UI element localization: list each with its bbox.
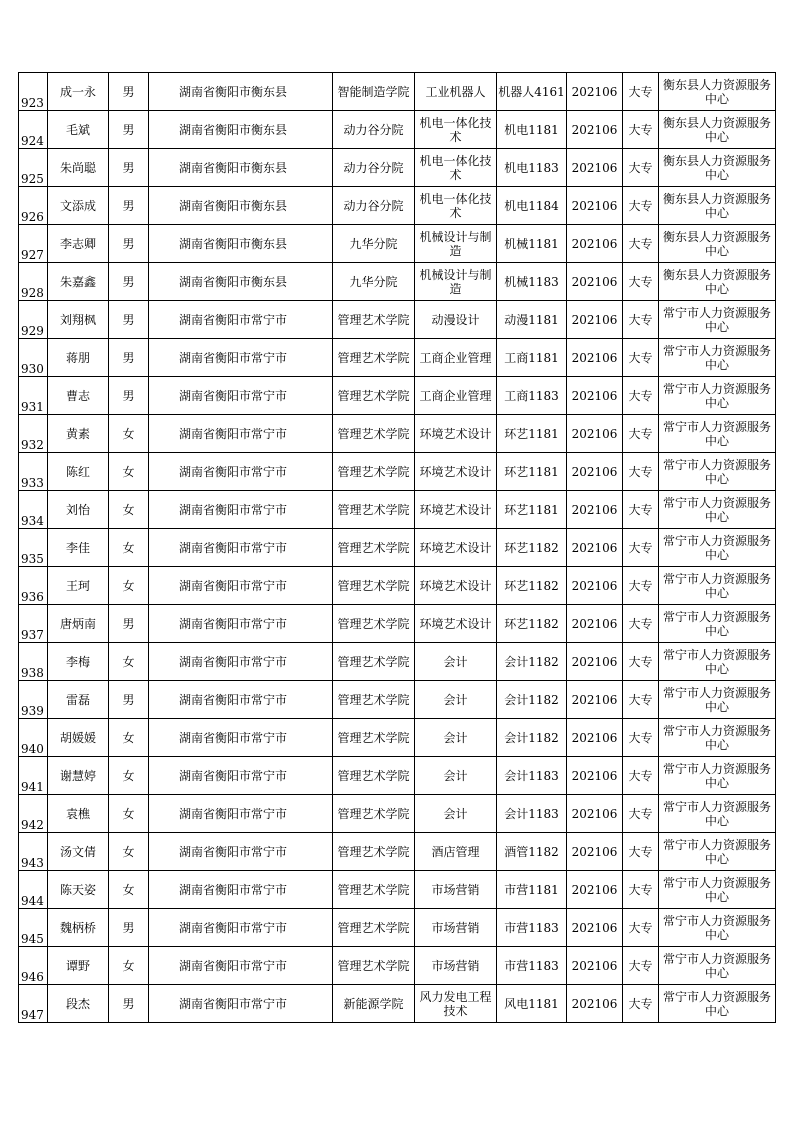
student-name-cell: 朱嘉鑫 (48, 263, 109, 301)
table-row (19, 909, 776, 947)
origin-address-cell: 湖南省衡阳市常宁市 (149, 605, 333, 643)
major-cell: 环境艺术设计 (415, 605, 497, 643)
major-cell: 环境艺术设计 (415, 491, 497, 529)
row-number-cell: 937 (19, 605, 48, 643)
student-name-cell: 唐炳南 (48, 605, 109, 643)
table-row (19, 643, 776, 681)
row-number-cell: 931 (19, 377, 48, 415)
row-number-cell: 927 (19, 225, 48, 263)
receiving-unit-cell: 常宁市人力资源服务中心 (659, 985, 776, 1023)
class-name-cell: 风电1181 (497, 985, 567, 1023)
education-level-cell: 大专 (623, 871, 659, 909)
row-number-cell: 942 (19, 795, 48, 833)
table-row (19, 225, 776, 263)
gender-cell: 男 (109, 73, 149, 111)
origin-address-cell: 湖南省衡阳市常宁市 (149, 757, 333, 795)
table-row (19, 719, 776, 757)
origin-address-cell: 湖南省衡阳市衡东县 (149, 263, 333, 301)
college-cell: 管理艺术学院 (333, 453, 415, 491)
college-cell: 管理艺术学院 (333, 301, 415, 339)
education-level-cell: 大专 (623, 795, 659, 833)
receiving-unit-cell: 常宁市人力资源服务中心 (659, 643, 776, 681)
graduation-date-cell: 202106 (567, 225, 623, 263)
origin-address-cell: 湖南省衡阳市常宁市 (149, 681, 333, 719)
education-level-cell: 大专 (623, 225, 659, 263)
education-level-cell: 大专 (623, 567, 659, 605)
origin-address-cell: 湖南省衡阳市常宁市 (149, 795, 333, 833)
college-cell: 管理艺术学院 (333, 415, 415, 453)
gender-cell: 男 (109, 605, 149, 643)
origin-address-cell: 湖南省衡阳市常宁市 (149, 453, 333, 491)
table-row (19, 605, 776, 643)
origin-address-cell: 湖南省衡阳市常宁市 (149, 491, 333, 529)
major-cell: 风力发电工程技术 (415, 985, 497, 1023)
table-row (19, 415, 776, 453)
row-number-cell: 929 (19, 301, 48, 339)
major-cell: 环境艺术设计 (415, 453, 497, 491)
major-cell: 会计 (415, 643, 497, 681)
major-cell: 机械设计与制造 (415, 225, 497, 263)
graduation-date-cell: 202106 (567, 681, 623, 719)
education-level-cell: 大专 (623, 833, 659, 871)
college-cell: 管理艺术学院 (333, 719, 415, 757)
receiving-unit-cell: 衡东县人力资源服务中心 (659, 73, 776, 111)
student-name-cell: 黄素 (48, 415, 109, 453)
education-level-cell: 大专 (623, 111, 659, 149)
class-name-cell: 会计1182 (497, 681, 567, 719)
receiving-unit-cell: 常宁市人力资源服务中心 (659, 529, 776, 567)
table-body (19, 73, 776, 1023)
student-name-cell: 成一永 (48, 73, 109, 111)
origin-address-cell: 湖南省衡阳市常宁市 (149, 567, 333, 605)
education-level-cell: 大专 (623, 263, 659, 301)
receiving-unit-cell: 衡东县人力资源服务中心 (659, 263, 776, 301)
student-name-cell: 刘翔枫 (48, 301, 109, 339)
receiving-unit-cell: 常宁市人力资源服务中心 (659, 605, 776, 643)
education-level-cell: 大专 (623, 339, 659, 377)
gender-cell: 男 (109, 301, 149, 339)
origin-address-cell: 湖南省衡阳市衡东县 (149, 149, 333, 187)
education-level-cell: 大专 (623, 415, 659, 453)
student-name-cell: 刘怡 (48, 491, 109, 529)
origin-address-cell: 湖南省衡阳市常宁市 (149, 415, 333, 453)
class-name-cell: 机电1184 (497, 187, 567, 225)
gender-cell: 男 (109, 263, 149, 301)
major-cell: 机械设计与制造 (415, 263, 497, 301)
receiving-unit-cell: 衡东县人力资源服务中心 (659, 225, 776, 263)
table-row (19, 947, 776, 985)
student-name-cell: 李志卿 (48, 225, 109, 263)
graduation-date-cell: 202106 (567, 73, 623, 111)
row-number-cell: 925 (19, 149, 48, 187)
college-cell: 管理艺术学院 (333, 757, 415, 795)
row-number-cell: 930 (19, 339, 48, 377)
graduation-date-cell: 202106 (567, 643, 623, 681)
row-number-cell: 928 (19, 263, 48, 301)
receiving-unit-cell: 衡东县人力资源服务中心 (659, 187, 776, 225)
table-row (19, 985, 776, 1023)
major-cell: 环境艺术设计 (415, 567, 497, 605)
gender-cell: 女 (109, 871, 149, 909)
major-cell: 市场营销 (415, 947, 497, 985)
major-cell: 会计 (415, 681, 497, 719)
receiving-unit-cell: 常宁市人力资源服务中心 (659, 681, 776, 719)
row-number-cell: 923 (19, 73, 48, 111)
class-name-cell: 环艺1182 (497, 529, 567, 567)
class-name-cell: 会计1183 (497, 795, 567, 833)
gender-cell: 女 (109, 757, 149, 795)
row-number-cell: 946 (19, 947, 48, 985)
class-name-cell: 市营1181 (497, 871, 567, 909)
student-name-cell: 雷磊 (48, 681, 109, 719)
student-name-cell: 魏柄桥 (48, 909, 109, 947)
receiving-unit-cell: 常宁市人力资源服务中心 (659, 415, 776, 453)
major-cell: 环境艺术设计 (415, 415, 497, 453)
table-row (19, 529, 776, 567)
table-row (19, 567, 776, 605)
class-name-cell: 机电1183 (497, 149, 567, 187)
class-name-cell: 环艺1181 (497, 491, 567, 529)
education-level-cell: 大专 (623, 947, 659, 985)
graduation-date-cell: 202106 (567, 795, 623, 833)
row-number-cell: 934 (19, 491, 48, 529)
class-name-cell: 机械1183 (497, 263, 567, 301)
college-cell: 九华分院 (333, 263, 415, 301)
major-cell: 环境艺术设计 (415, 529, 497, 567)
major-cell: 机电一体化技术 (415, 111, 497, 149)
table-row (19, 833, 776, 871)
college-cell: 动力谷分院 (333, 187, 415, 225)
receiving-unit-cell: 常宁市人力资源服务中心 (659, 453, 776, 491)
class-name-cell: 机械1181 (497, 225, 567, 263)
table-row (19, 73, 776, 111)
college-cell: 智能制造学院 (333, 73, 415, 111)
row-number-cell: 945 (19, 909, 48, 947)
row-number-cell: 939 (19, 681, 48, 719)
graduation-date-cell: 202106 (567, 871, 623, 909)
origin-address-cell: 湖南省衡阳市常宁市 (149, 909, 333, 947)
gender-cell: 男 (109, 187, 149, 225)
student-name-cell: 谭野 (48, 947, 109, 985)
major-cell: 会计 (415, 719, 497, 757)
student-name-cell: 陈红 (48, 453, 109, 491)
receiving-unit-cell: 常宁市人力资源服务中心 (659, 339, 776, 377)
origin-address-cell: 湖南省衡阳市常宁市 (149, 833, 333, 871)
receiving-unit-cell: 常宁市人力资源服务中心 (659, 871, 776, 909)
major-cell: 会计 (415, 795, 497, 833)
major-cell: 机电一体化技术 (415, 187, 497, 225)
class-name-cell: 环艺1182 (497, 567, 567, 605)
major-cell: 市场营销 (415, 871, 497, 909)
education-level-cell: 大专 (623, 453, 659, 491)
class-name-cell: 市营1183 (497, 909, 567, 947)
college-cell: 九华分院 (333, 225, 415, 263)
origin-address-cell: 湖南省衡阳市常宁市 (149, 339, 333, 377)
college-cell: 管理艺术学院 (333, 491, 415, 529)
graduation-date-cell: 202106 (567, 339, 623, 377)
graduation-date-cell: 202106 (567, 111, 623, 149)
college-cell: 管理艺术学院 (333, 947, 415, 985)
gender-cell: 女 (109, 643, 149, 681)
class-name-cell: 动漫1181 (497, 301, 567, 339)
gender-cell: 女 (109, 491, 149, 529)
major-cell: 工业机器人 (415, 73, 497, 111)
class-name-cell: 环艺1181 (497, 415, 567, 453)
class-name-cell: 酒管1182 (497, 833, 567, 871)
student-name-cell: 李佳 (48, 529, 109, 567)
origin-address-cell: 湖南省衡阳市常宁市 (149, 985, 333, 1023)
graduation-date-cell: 202106 (567, 415, 623, 453)
gender-cell: 男 (109, 149, 149, 187)
origin-address-cell: 湖南省衡阳市常宁市 (149, 947, 333, 985)
row-number-cell: 936 (19, 567, 48, 605)
class-name-cell: 环艺1182 (497, 605, 567, 643)
college-cell: 管理艺术学院 (333, 567, 415, 605)
gender-cell: 女 (109, 529, 149, 567)
row-number-cell: 943 (19, 833, 48, 871)
class-name-cell: 会计1182 (497, 719, 567, 757)
graduation-date-cell: 202106 (567, 301, 623, 339)
education-level-cell: 大专 (623, 491, 659, 529)
student-name-cell: 袁樵 (48, 795, 109, 833)
student-name-cell: 李梅 (48, 643, 109, 681)
origin-address-cell: 湖南省衡阳市衡东县 (149, 225, 333, 263)
gender-cell: 女 (109, 453, 149, 491)
student-name-cell: 王珂 (48, 567, 109, 605)
table-row (19, 681, 776, 719)
receiving-unit-cell: 常宁市人力资源服务中心 (659, 833, 776, 871)
graduation-date-cell: 202106 (567, 909, 623, 947)
row-number-cell: 926 (19, 187, 48, 225)
origin-address-cell: 湖南省衡阳市常宁市 (149, 529, 333, 567)
major-cell: 工商企业管理 (415, 377, 497, 415)
student-name-cell: 胡媛媛 (48, 719, 109, 757)
table-row (19, 149, 776, 187)
graduation-date-cell: 202106 (567, 985, 623, 1023)
student-name-cell: 陈天姿 (48, 871, 109, 909)
receiving-unit-cell: 常宁市人力资源服务中心 (659, 757, 776, 795)
gender-cell: 男 (109, 339, 149, 377)
college-cell: 管理艺术学院 (333, 643, 415, 681)
graduation-date-cell: 202106 (567, 263, 623, 301)
table-row (19, 871, 776, 909)
college-cell: 动力谷分院 (333, 149, 415, 187)
education-level-cell: 大专 (623, 529, 659, 567)
graduation-date-cell: 202106 (567, 757, 623, 795)
gender-cell: 女 (109, 567, 149, 605)
row-number-cell: 940 (19, 719, 48, 757)
receiving-unit-cell: 常宁市人力资源服务中心 (659, 377, 776, 415)
graduation-date-cell: 202106 (567, 947, 623, 985)
college-cell: 动力谷分院 (333, 111, 415, 149)
student-name-cell: 毛斌 (48, 111, 109, 149)
student-name-cell: 蒋朋 (48, 339, 109, 377)
college-cell: 管理艺术学院 (333, 377, 415, 415)
student-name-cell: 曹志 (48, 377, 109, 415)
student-name-cell: 谢慧婷 (48, 757, 109, 795)
college-cell: 管理艺术学院 (333, 605, 415, 643)
college-cell: 管理艺术学院 (333, 909, 415, 947)
major-cell: 机电一体化技术 (415, 149, 497, 187)
receiving-unit-cell: 常宁市人力资源服务中心 (659, 567, 776, 605)
class-name-cell: 环艺1181 (497, 453, 567, 491)
education-level-cell: 大专 (623, 605, 659, 643)
student-name-cell: 文添成 (48, 187, 109, 225)
gender-cell: 男 (109, 377, 149, 415)
graduation-date-cell: 202106 (567, 377, 623, 415)
college-cell: 新能源学院 (333, 985, 415, 1023)
gender-cell: 女 (109, 719, 149, 757)
education-level-cell: 大专 (623, 73, 659, 111)
row-number-cell: 932 (19, 415, 48, 453)
graduation-date-cell: 202106 (567, 149, 623, 187)
receiving-unit-cell: 常宁市人力资源服务中心 (659, 719, 776, 757)
student-name-cell: 段杰 (48, 985, 109, 1023)
table-row (19, 453, 776, 491)
graduation-date-cell: 202106 (567, 833, 623, 871)
receiving-unit-cell: 常宁市人力资源服务中心 (659, 301, 776, 339)
graduation-date-cell: 202106 (567, 605, 623, 643)
receiving-unit-cell: 常宁市人力资源服务中心 (659, 491, 776, 529)
gender-cell: 男 (109, 681, 149, 719)
table-row (19, 187, 776, 225)
graduation-date-cell: 202106 (567, 529, 623, 567)
major-cell: 市场营销 (415, 909, 497, 947)
graduation-date-cell: 202106 (567, 187, 623, 225)
class-name-cell: 会计1183 (497, 757, 567, 795)
education-level-cell: 大专 (623, 149, 659, 187)
graduate-roster-table (18, 72, 776, 1023)
education-level-cell: 大专 (623, 187, 659, 225)
graduation-date-cell: 202106 (567, 719, 623, 757)
major-cell: 动漫设计 (415, 301, 497, 339)
class-name-cell: 机器人4161 (497, 73, 567, 111)
row-number-cell: 944 (19, 871, 48, 909)
college-cell: 管理艺术学院 (333, 681, 415, 719)
row-number-cell: 947 (19, 985, 48, 1023)
college-cell: 管理艺术学院 (333, 339, 415, 377)
class-name-cell: 市营1183 (497, 947, 567, 985)
table-row (19, 301, 776, 339)
origin-address-cell: 湖南省衡阳市常宁市 (149, 301, 333, 339)
gender-cell: 男 (109, 111, 149, 149)
receiving-unit-cell: 常宁市人力资源服务中心 (659, 909, 776, 947)
gender-cell: 女 (109, 947, 149, 985)
row-number-cell: 941 (19, 757, 48, 795)
education-level-cell: 大专 (623, 643, 659, 681)
gender-cell: 女 (109, 795, 149, 833)
table-row (19, 757, 776, 795)
origin-address-cell: 湖南省衡阳市常宁市 (149, 871, 333, 909)
education-level-cell: 大专 (623, 377, 659, 415)
row-number-cell: 933 (19, 453, 48, 491)
college-cell: 管理艺术学院 (333, 795, 415, 833)
origin-address-cell: 湖南省衡阳市常宁市 (149, 377, 333, 415)
education-level-cell: 大专 (623, 301, 659, 339)
gender-cell: 女 (109, 833, 149, 871)
table-row (19, 491, 776, 529)
receiving-unit-cell: 衡东县人力资源服务中心 (659, 111, 776, 149)
education-level-cell: 大专 (623, 909, 659, 947)
gender-cell: 男 (109, 225, 149, 263)
table-row (19, 111, 776, 149)
college-cell: 管理艺术学院 (333, 833, 415, 871)
education-level-cell: 大专 (623, 757, 659, 795)
major-cell: 酒店管理 (415, 833, 497, 871)
origin-address-cell: 湖南省衡阳市常宁市 (149, 719, 333, 757)
table-row (19, 339, 776, 377)
graduation-date-cell: 202106 (567, 453, 623, 491)
row-number-cell: 924 (19, 111, 48, 149)
class-name-cell: 会计1182 (497, 643, 567, 681)
major-cell: 工商企业管理 (415, 339, 497, 377)
class-name-cell: 工商1183 (497, 377, 567, 415)
row-number-cell: 938 (19, 643, 48, 681)
gender-cell: 男 (109, 985, 149, 1023)
origin-address-cell: 湖南省衡阳市衡东县 (149, 73, 333, 111)
college-cell: 管理艺术学院 (333, 871, 415, 909)
gender-cell: 男 (109, 909, 149, 947)
education-level-cell: 大专 (623, 681, 659, 719)
college-cell: 管理艺术学院 (333, 529, 415, 567)
education-level-cell: 大专 (623, 985, 659, 1023)
receiving-unit-cell: 常宁市人力资源服务中心 (659, 947, 776, 985)
student-name-cell: 汤文倩 (48, 833, 109, 871)
gender-cell: 女 (109, 415, 149, 453)
major-cell: 会计 (415, 757, 497, 795)
education-level-cell: 大专 (623, 719, 659, 757)
graduation-date-cell: 202106 (567, 491, 623, 529)
row-number-cell: 935 (19, 529, 48, 567)
receiving-unit-cell: 常宁市人力资源服务中心 (659, 795, 776, 833)
class-name-cell: 工商1181 (497, 339, 567, 377)
student-name-cell: 朱尚聪 (48, 149, 109, 187)
table-row (19, 377, 776, 415)
table-row (19, 795, 776, 833)
origin-address-cell: 湖南省衡阳市常宁市 (149, 643, 333, 681)
origin-address-cell: 湖南省衡阳市衡东县 (149, 187, 333, 225)
receiving-unit-cell: 衡东县人力资源服务中心 (659, 149, 776, 187)
table-row (19, 263, 776, 301)
origin-address-cell: 湖南省衡阳市衡东县 (149, 111, 333, 149)
class-name-cell: 机电1181 (497, 111, 567, 149)
graduation-date-cell: 202106 (567, 567, 623, 605)
